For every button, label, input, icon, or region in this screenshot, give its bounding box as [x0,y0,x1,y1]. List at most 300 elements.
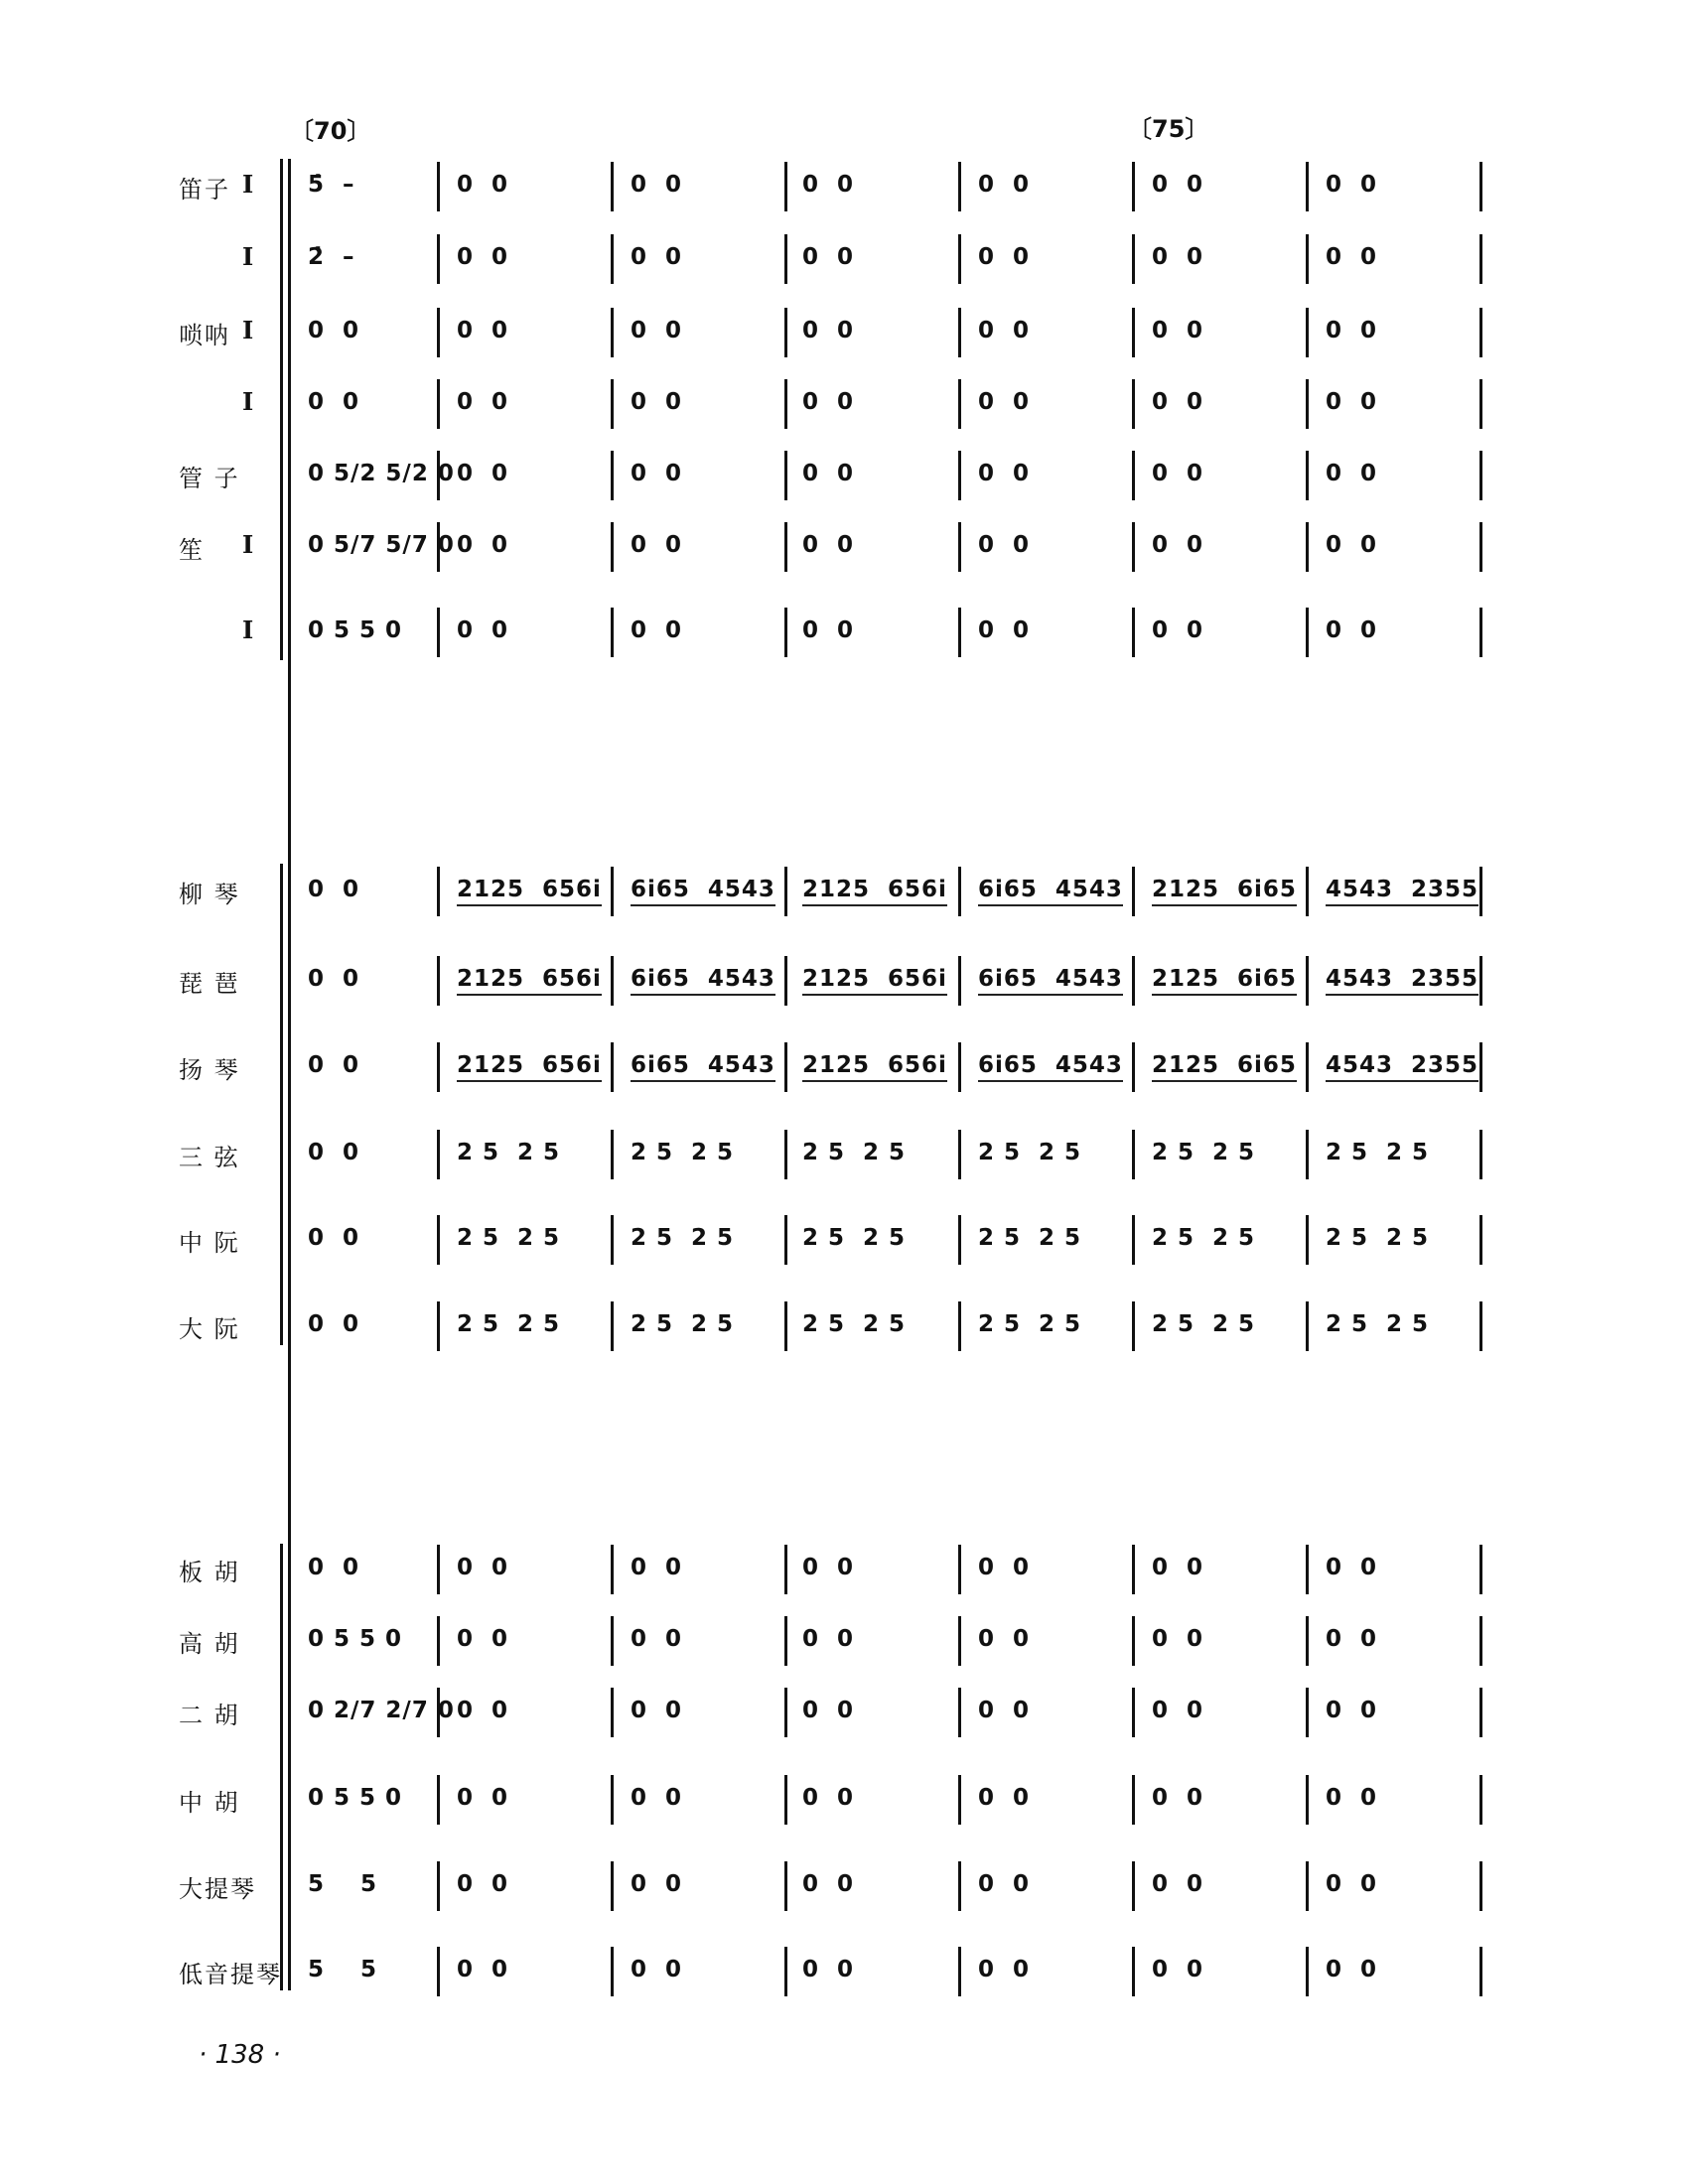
measure-notes: 2 5 2 5 [631,1311,735,1337]
measure-notes: 0 0 [978,1871,1031,1897]
measure-notes: 0 0 [631,1957,683,1982]
measure-notes: 0 0 [802,1957,855,1982]
measure-notes: 0 0 [457,1785,509,1811]
measure-notes: 0 0 [308,1052,360,1078]
barline [1306,1545,1309,1594]
measure-notes: 0 0 [978,1626,1031,1652]
barline [611,522,614,572]
barline [1132,451,1135,500]
barline [611,1301,614,1351]
barline [784,451,787,500]
measure-notes: 6i65 4543 [978,1052,1123,1082]
measure-notes: 0 0 [978,617,1031,643]
barline [784,1545,787,1594]
instrument-row [0,1209,1688,1269]
measure-notes: 2 5 2 5 [1326,1225,1430,1251]
barline [784,867,787,916]
measure-notes: 2 5 2 5 [978,1311,1082,1337]
measure-notes: 2 5 2 5 [802,1311,907,1337]
measure-notes: 0 0 [978,318,1031,343]
barline [958,608,961,657]
measure-notes: 0 0 [1152,1698,1204,1723]
measure-notes: 0 0 [457,318,509,343]
measure-notes: 0 0 [1326,172,1378,198]
barline [1306,1215,1309,1265]
measure-notes: 2 5 2 5 [802,1225,907,1251]
barline [1132,1215,1135,1265]
barline [437,1301,440,1351]
barline [958,234,961,284]
measure-notes: 4543 2355 [1326,966,1478,996]
measure-notes: 2125 6i65 [1152,1052,1297,1082]
measure-notes: 0 0 [802,461,855,486]
instrument-row [0,950,1688,1010]
measure-notes: 5 5 [308,1871,378,1897]
measure-notes: 0 0 [1326,1698,1378,1723]
barline [958,1947,961,1996]
barline [437,1775,440,1825]
instrument-row [0,1036,1688,1096]
barline [1132,956,1135,1006]
measure-notes: 0 0 [457,532,509,558]
barline [784,379,787,429]
measure-notes: 4543 2355 [1326,877,1478,906]
measure-notes: 2125 656i [457,1052,602,1082]
measure-notes: 0 0 [631,389,683,415]
measure-notes: 0 0 [978,532,1031,558]
instrument-label: 中 胡 [179,1789,240,1817]
barline [1306,956,1309,1006]
barline [1132,1861,1135,1911]
barline [1479,1130,1482,1179]
barline [611,1042,614,1092]
barline [1479,608,1482,657]
measure-notes: 0 0 [1326,617,1378,643]
part-number: I [242,316,254,344]
instrument-row [0,156,1688,215]
part-number: I [242,170,254,199]
barline [784,956,787,1006]
barline [611,162,614,211]
rehearsal-mark-70: 〔70〕 [290,117,371,145]
barline [1306,1130,1309,1179]
measure-notes: 0 0 [978,1785,1031,1811]
barline [1132,1545,1135,1594]
barline [784,608,787,657]
measure-notes: 0 0 [631,461,683,486]
barline [611,308,614,357]
instrument-row [0,1855,1688,1915]
instrument-row [0,1941,1688,2000]
barline [1306,451,1309,500]
measure-notes: 0 0 [457,1555,509,1580]
barline [611,234,614,284]
measure-notes: 0 5 5 0 [308,1626,403,1652]
barline [1479,867,1482,916]
barline [1306,1301,1309,1351]
instrument-row [0,302,1688,361]
barline [1306,379,1309,429]
measure-notes: 2125 656i [457,877,602,906]
barline [611,379,614,429]
barline [784,234,787,284]
measure-notes: 0 0 [802,1555,855,1580]
measure-notes: 2125 656i [802,877,947,906]
measure-notes: 2125 656i [802,966,947,996]
measure-notes: 0 0 [1152,389,1204,415]
measure-notes: 0 0 [1152,532,1204,558]
barline [1306,867,1309,916]
measure-notes: 0 0 [1326,1871,1378,1897]
barline [1132,867,1135,916]
barline [611,1215,614,1265]
measure-notes: 0 0 [308,877,360,902]
instrument-row [0,516,1688,576]
measure-notes: 0 0 [978,461,1031,486]
measure-notes: 0 2/7 2/7 0 [308,1698,455,1723]
measure-notes: 0 0 [802,532,855,558]
measure-notes: 0 0 [308,1311,360,1337]
measure-notes: 0 5/2 5/2 0 [308,461,455,486]
measure-notes: 0 0 [1326,1555,1378,1580]
instrument-row [0,861,1688,920]
barline [958,867,961,916]
measure-notes: 2 5 2 5 [457,1311,561,1337]
barline [1132,1042,1135,1092]
barline [958,1861,961,1911]
measure-notes: 0 0 [1152,318,1204,343]
barline [958,1616,961,1666]
measure-notes: 0 0 [457,172,509,198]
barline [1479,234,1482,284]
barline [437,1042,440,1092]
measure-notes: 6i65 4543 [631,1052,775,1082]
barline [784,1616,787,1666]
measure-notes: 0 0 [631,1555,683,1580]
barline [784,1215,787,1265]
barline [1479,1947,1482,1996]
barline [1132,1616,1135,1666]
measure-notes: 0 0 [1326,532,1378,558]
barline [611,1545,614,1594]
barline [1306,1616,1309,1666]
barline [784,162,787,211]
measure-notes: 0 0 [631,617,683,643]
instrument-row [0,1296,1688,1355]
barline [1132,234,1135,284]
measure-notes: 2 5 2 5 [978,1225,1082,1251]
measure-notes: 0 0 [308,1225,360,1251]
measure-notes: 0 0 [1152,1785,1204,1811]
measure-notes: 0 0 [1326,461,1378,486]
instrument-label: 高 胡 [179,1630,240,1658]
instrument-label: 大 阮 [179,1315,240,1343]
measure-notes: 0 0 [978,172,1031,198]
measure-notes: 5 5 [308,1957,378,1982]
barline [611,1130,614,1179]
part-number: I [242,387,254,416]
instrument-label: 中 阮 [179,1229,240,1257]
instrument-label: 柳 琴 [179,881,240,908]
barline [784,1042,787,1092]
barline [1132,1130,1135,1179]
barline [1479,1545,1482,1594]
barline [437,608,440,657]
barline [958,956,961,1006]
measure-notes: 0 0 [1326,318,1378,343]
measure-notes: 0 0 [1326,1957,1378,1982]
barline [1479,162,1482,211]
barline [1306,1688,1309,1737]
barline [611,1775,614,1825]
measure-notes: 0 0 [1152,1626,1204,1652]
barline [1306,522,1309,572]
instrument-label: 琵 琶 [179,970,240,998]
barline [958,1688,961,1737]
instrument-label: 二 胡 [179,1702,240,1729]
measure-notes: 2125 656i [802,1052,947,1082]
measure-notes: 2 5 2 5 [1326,1311,1430,1337]
measure-notes: 0 0 [457,1626,509,1652]
barline [958,379,961,429]
measure-notes: 0 0 [457,617,509,643]
measure-notes: 0 0 [1152,617,1204,643]
barline [784,522,787,572]
instrument-label: 扬 琴 [179,1056,240,1084]
measure-notes: 2 5 2 5 [1152,1311,1256,1337]
barline [784,1947,787,1996]
measure-notes: 0 0 [802,617,855,643]
barline [1479,379,1482,429]
measure-notes: 0 0 [802,244,855,270]
barline [611,1616,614,1666]
instrument-label: 三 弦 [179,1144,240,1171]
measure-notes: 0 0 [308,389,360,415]
barline [437,234,440,284]
measure-notes: 0 0 [802,318,855,343]
instrument-label: 笛子 [179,176,230,204]
measure-notes: 0 0 [802,172,855,198]
part-number: I [242,242,254,271]
measure-notes: 0 0 [1326,1626,1378,1652]
barline [1132,1947,1135,1996]
measure-notes: 2 5 2 5 [1152,1140,1256,1165]
barline [611,1861,614,1911]
barline [958,308,961,357]
measure-notes: 0 0 [308,966,360,992]
measure-notes: 6i65 4543 [631,966,775,996]
barline [437,1545,440,1594]
barline [437,1215,440,1265]
barline [1479,1616,1482,1666]
measure-notes: 2 5 2 5 [978,1140,1082,1165]
measure-notes: 0 0 [457,389,509,415]
barline [437,308,440,357]
barline [1479,308,1482,357]
barline [437,1947,440,1996]
barline [1479,1215,1482,1265]
barline [958,1215,961,1265]
measure-notes: 2125 656i [457,966,602,996]
measure-notes: 6i65 4543 [978,877,1123,906]
measure-notes: 2 5 2 5 [1152,1225,1256,1251]
measure-notes: 0 0 [802,389,855,415]
barline [1306,1042,1309,1092]
measure-notes: 0 0 [978,389,1031,415]
barline [611,451,614,500]
barline [784,1688,787,1737]
instrument-label: 板 胡 [179,1559,240,1586]
instrument-row [0,373,1688,433]
measure-notes: 0 0 [457,244,509,270]
measure-notes: 0 0 [631,1626,683,1652]
instrument-row [0,228,1688,288]
measure-notes: 0 0 [631,318,683,343]
measure-notes: 0 5 5 0 [308,617,403,643]
instrument-row [0,1610,1688,1670]
measure-notes: 0 0 [631,1698,683,1723]
barline [437,1616,440,1666]
rehearsal-mark-75: 〔75〕 [1128,115,1209,143]
measure-notes: 0 0 [308,1555,360,1580]
measure-notes: 2125 6i65 [1152,966,1297,996]
measure-notes: 0 0 [802,1626,855,1652]
instrument-label: 管 子 [179,465,240,492]
measure-notes: 2 5 2 5 [631,1140,735,1165]
barline [1306,1947,1309,1996]
part-number: I [242,615,254,644]
instrument-label: 唢呐 [179,322,230,349]
instrument-row [0,1769,1688,1829]
barline [437,867,440,916]
instrument-row [0,1682,1688,1741]
measure-notes: 0 0 [1326,244,1378,270]
measure-notes: 2̇ – [308,244,355,270]
instrument-row [0,602,1688,661]
barline [1132,1301,1135,1351]
barline [611,956,614,1006]
instrument-label: 笙 [179,536,205,564]
measure-notes: 2 5 2 5 [457,1140,561,1165]
barline [611,1947,614,1996]
instrument-row [0,445,1688,504]
measure-notes: 2 5 2 5 [457,1225,561,1251]
barline [437,1861,440,1911]
barline [611,1688,614,1737]
measure-notes: 6i65 4543 [631,877,775,906]
barline [958,1545,961,1594]
measure-notes: 0 0 [802,1698,855,1723]
barline [1132,1775,1135,1825]
measure-notes: 0 0 [631,532,683,558]
measure-notes: 0 0 [457,1871,509,1897]
measure-notes: 0 0 [802,1785,855,1811]
barline [1306,162,1309,211]
barline [1132,1688,1135,1737]
part-number: I [242,530,254,559]
measure-notes: 0 0 [978,244,1031,270]
measure-notes: 0 0 [457,1957,509,1982]
barline [958,1301,961,1351]
barline [958,1775,961,1825]
instrument-row [0,1539,1688,1598]
barline [784,1861,787,1911]
barline [1479,522,1482,572]
barline [1132,608,1135,657]
measure-notes: 0 0 [631,1871,683,1897]
measure-notes: 0 0 [1152,461,1204,486]
measure-notes: 2 5 2 5 [1326,1140,1430,1165]
measure-notes: 0 0 [1326,389,1378,415]
barline [784,308,787,357]
instrument-label: 低音提琴 [179,1961,282,1988]
barline [611,867,614,916]
measure-notes: 0 0 [1152,1957,1204,1982]
barline [437,162,440,211]
measure-notes: 0 5/7 5/7 0 [308,532,455,558]
barline [437,1130,440,1179]
measure-notes: 0 0 [631,244,683,270]
barline [1479,1861,1482,1911]
instrument-label: 大提琴 [179,1875,256,1903]
measure-notes: 0 0 [978,1957,1031,1982]
barline [1306,308,1309,357]
measure-notes: 0 0 [802,1871,855,1897]
section-bracket-plucked [280,864,283,1345]
barline [1306,608,1309,657]
measure-notes: 2 5 2 5 [631,1225,735,1251]
barline [958,162,961,211]
measure-notes: 0 0 [457,461,509,486]
barline [1132,522,1135,572]
barline [784,1301,787,1351]
measure-notes: 0 0 [631,172,683,198]
barline [1132,308,1135,357]
barline [1306,1861,1309,1911]
barline [1479,1042,1482,1092]
instrument-row [0,1124,1688,1183]
barline [958,1042,961,1092]
barline [1479,1775,1482,1825]
barline [437,379,440,429]
measure-notes: 0 0 [1152,1555,1204,1580]
measure-notes: 0 0 [457,1698,509,1723]
barline [1132,379,1135,429]
measure-notes: 6i65 4543 [978,966,1123,996]
measure-notes: 0 0 [308,1140,360,1165]
barline [784,1775,787,1825]
barline [437,956,440,1006]
barline [784,1130,787,1179]
barline [958,1130,961,1179]
barline [958,522,961,572]
measure-notes: 0 0 [308,318,360,343]
barline [1479,1688,1482,1737]
barline [1132,162,1135,211]
measure-notes: 0 0 [978,1555,1031,1580]
barline [1479,451,1482,500]
barline [1479,1301,1482,1351]
measure-notes: 0 5 5 0 [308,1785,403,1811]
measure-notes: 0 0 [978,1698,1031,1723]
barline [1479,956,1482,1006]
measure-notes: 2125 6i65 [1152,877,1297,906]
measure-notes: 0 0 [1152,172,1204,198]
barline [1306,234,1309,284]
barline [958,451,961,500]
barline [1306,1775,1309,1825]
measure-notes: 0 0 [631,1785,683,1811]
